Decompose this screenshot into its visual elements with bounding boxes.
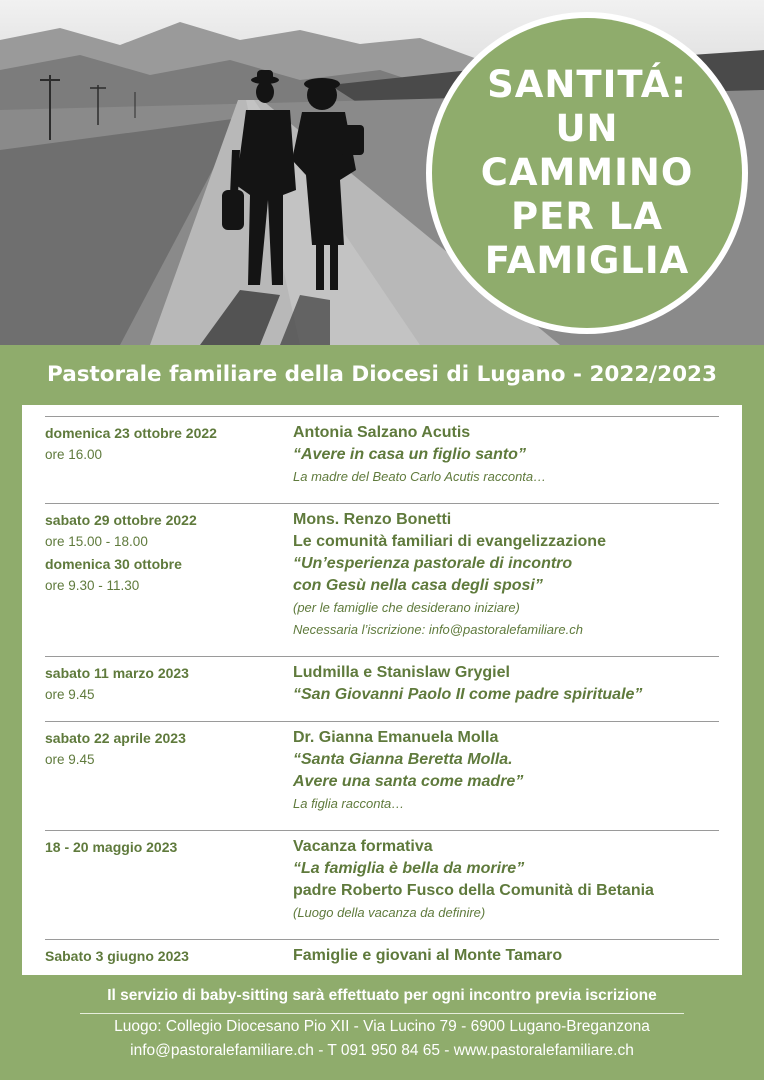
entry-date-column (45, 722, 285, 771)
entry-date-column (45, 940, 285, 967)
entry-speaker: padre Roberto Fusco della Comunità di Betania (293, 882, 654, 899)
schedule-entry (45, 721, 719, 830)
entry-event-title: Famiglie e giovani al Monte Tamaro (293, 947, 563, 964)
entry-details-column (293, 940, 723, 967)
entry-date-column (45, 831, 285, 858)
entry-note: (Luogo della vacanza da definire) (293, 905, 486, 920)
entry-talk-title: Avere una santa come madre” (293, 773, 524, 790)
entry-note: (per le famiglie che desiderano iniziare) (293, 600, 520, 615)
entry-details-column (293, 831, 723, 924)
title-line: UN CAMMINO (480, 107, 694, 194)
title-line: FAMIGLIA (484, 239, 690, 282)
entry-talk-title: “Un’esperienza pastorale di incontro (293, 555, 573, 572)
entry-date-column (45, 657, 285, 706)
poster-title (467, 63, 707, 283)
entry-talk-title: “San Giovanni Paolo II come padre spirituale” (293, 686, 643, 703)
schedule-entry (45, 416, 719, 503)
entry-details-column (293, 417, 723, 488)
entry-speaker: Antonia Salzano Acutis (293, 424, 471, 441)
schedule-entry (45, 503, 719, 656)
hero-photo (0, 0, 764, 345)
entry-time: ore 9.45 (45, 687, 95, 702)
entry-time: ore 16.00 (45, 447, 103, 462)
entry-details-column (293, 657, 723, 706)
contact-info: info@pastoralefamiliare.ch - T 091 950 84 65 - www.pastoralefamiliare.ch (130, 1042, 634, 1059)
entry-date: sabato 29 ottobre 2022 (45, 512, 197, 528)
entry-subject: Le comunità familiari di evangelizzazione (293, 533, 606, 550)
entry-time: ore 15.00 - 18.00 (45, 534, 148, 549)
entry-note: La madre del Beato Carlo Acutis racconta… (293, 469, 547, 484)
footer-divider (80, 1013, 684, 1014)
entry-speaker: Dr. Gianna Emanuela Molla (293, 729, 499, 746)
entry-speaker: Ludmilla e Stanislaw Grygiel (293, 664, 510, 681)
entry-event-title: Vacanza formativa (293, 838, 433, 855)
title-line: SANTITÁ: (487, 63, 687, 106)
venue-address: Luogo: Collegio Diocesano Pio XII - Via Lucino 79 - 6900 Lugano-Breganzona (114, 1018, 650, 1035)
entry-date: domenica 23 ottobre 2022 (45, 425, 217, 441)
entry-talk-title: “La famiglia è bella da morire” (293, 860, 525, 877)
babysitting-notice: Il servizio di baby-sitting sarà effettuato per ogni incontro previa iscrizione (107, 987, 657, 1004)
entry-date: Sabato 3 giugno 2023 (45, 948, 189, 964)
entry-time: ore 9.30 - 11.30 (45, 578, 140, 593)
entry-time: ore 9.45 (45, 752, 95, 767)
entry-details-column (293, 722, 723, 815)
entry-date: 18 - 20 maggio 2023 (45, 839, 178, 855)
entry-speaker: Mons. Renzo Bonetti (293, 511, 452, 528)
title-badge (432, 18, 742, 328)
schedule-entry (45, 656, 719, 721)
entry-date: sabato 11 marzo 2023 (45, 665, 189, 681)
entry-date: domenica 30 ottobre (45, 556, 182, 572)
schedule-entry (45, 939, 719, 974)
poster-subtitle: Pastorale familiare della Diocesi di Lugano - 2022/2023 (47, 362, 717, 387)
entry-talk-title: con Gesù nella casa degli sposi” (293, 577, 543, 594)
entry-date-column (45, 504, 285, 597)
entry-date-column (45, 417, 285, 466)
schedule-entry (45, 830, 719, 939)
entry-details-column (293, 504, 723, 641)
entry-registration-note: Necessaria l’iscrizione: info@pastoralefamiliare.ch (293, 622, 583, 637)
entry-note: La figlia racconta… (293, 796, 405, 811)
entry-date: sabato 22 aprile 2023 (45, 730, 186, 746)
schedule-panel (22, 405, 742, 975)
title-line: PER LA (511, 195, 663, 238)
entry-talk-title: “Santa Gianna Beretta Molla. (293, 751, 513, 768)
entry-talk-title: “Avere in casa un figlio santo” (293, 446, 526, 463)
